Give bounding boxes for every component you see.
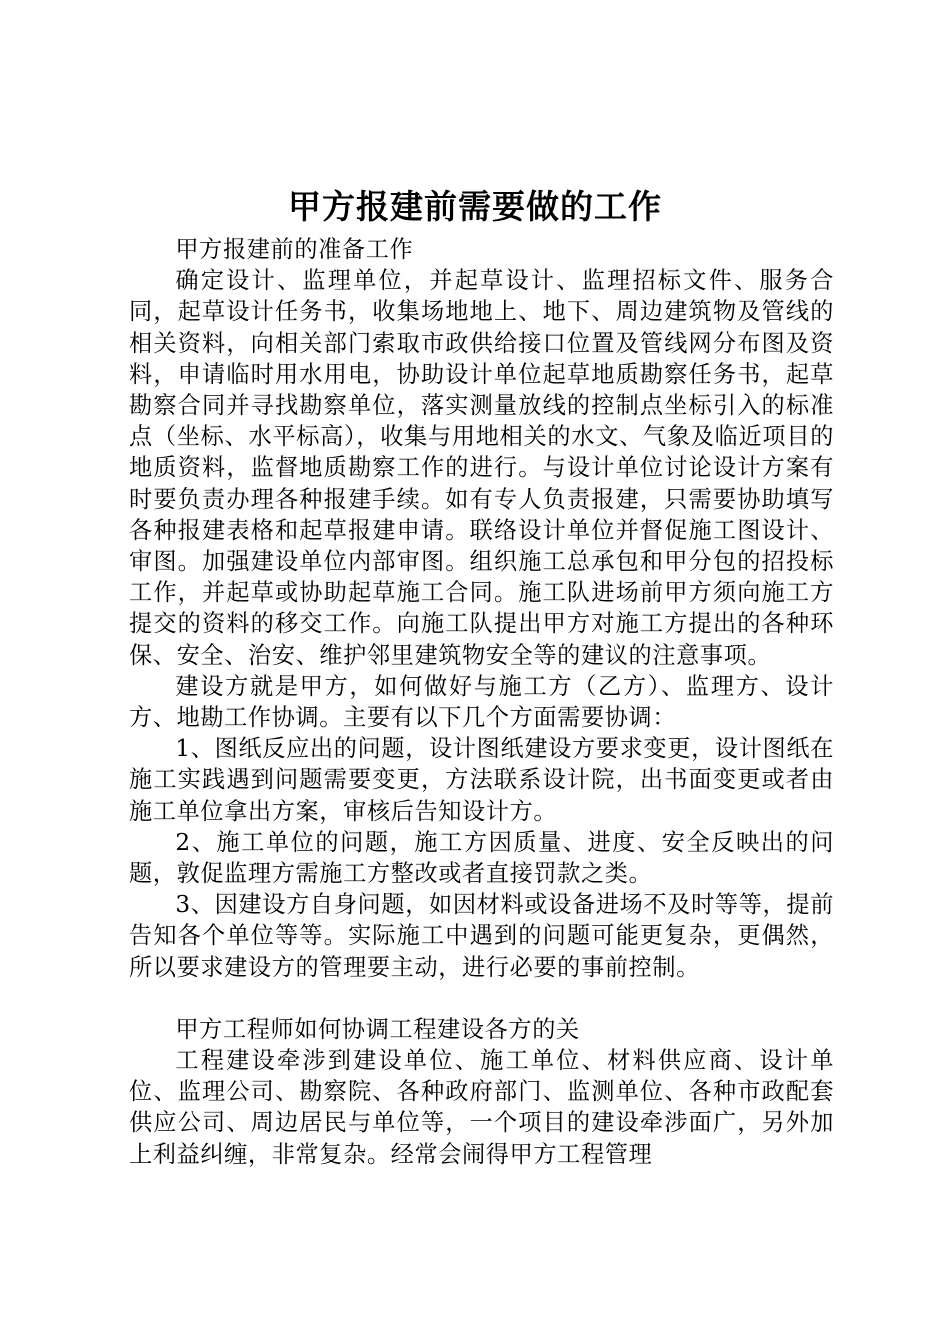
paragraph-preparation-details: 确定设计、监理单位，并起草设计、监理招标文件、服务合同，起草设计任务书，收集场地地上、地下、周边建筑物及管线的相关资料，向相关部门索取市政供给接口位置及管线网分布图及资料，申请临时用水用电，协助设计单位起草地质勘察任务书，起草勘察合同并寻找勘察单位，落实测量放线的控制点坐标引入的标准点（坐标、水平标高），收集与用地相关的水文、气象及临近项目的地质资料，监督地质勘察工作的进行。与设计单位讨论设计方案有时要负责办理各种报建手续。如有专人负责报建，只需要协助填写各种报建表格和起草报建申请。联络设计单位并督促施工图设计、审图。加强建设单位内部审图。组织施工总承包和甲分包的招投标工作，并起草或协助起草施工合同。施工队进场前甲方须向施工方提交的资料的移交工作。向施工队提出甲方对施工方提出的各种环保、安全、治安、维护邻里建筑物安全等的建议的注意事项。 [129, 267, 834, 669]
list-item-owner-issues: 3、因建设方自身问题，如因材料或设备进场不及时等等，提前告知各个单位等等。实际施工中遇到的问题可能更复杂，更偶然，所以要求建设方的管理要主动，进行必要的事前控制。 [129, 891, 834, 981]
list-item-drawings: 1、图纸反应出的问题，设计图纸建设方要求变更，设计图纸在施工实践遇到问题需要变更，方法联系设计院，出书面变更或者由施工单位拿出方案，审核后告知设计方。 [129, 735, 834, 825]
paragraph-coordination-intro: 建设方就是甲方，如何做好与施工方（乙方）、监理方、设计方、地勘工作协调。主要有以下几个方面需要协调： [129, 672, 834, 732]
section-heading-engineer-coordination: 甲方工程师如何协调工程建设各方的关 [175, 1015, 580, 1043]
paragraph-engineer-coordination: 工程建设牵涉到建设单位、施工单位、材料供应商、设计单位、监理公司、勘察院、各种政府部门、监测单位、各种市政配套供应公司、周边居民与单位等，一个项目的建设牵涉面广，另外加上利益纠缠，非常复杂。经常会闹得甲方工程管理 [129, 1047, 834, 1168]
section-heading-preparation: 甲方报建前的准备工作 [175, 236, 414, 263]
document-body [129, 234, 834, 1170]
list-item-construction-unit: 2、施工单位的问题，施工方因质量、进度、安全反映出的问题，敦促监理方需施工方整改或者直接罚款之类。 [129, 828, 834, 888]
document-title: 甲方报建前需要做的工作 [288, 187, 662, 226]
